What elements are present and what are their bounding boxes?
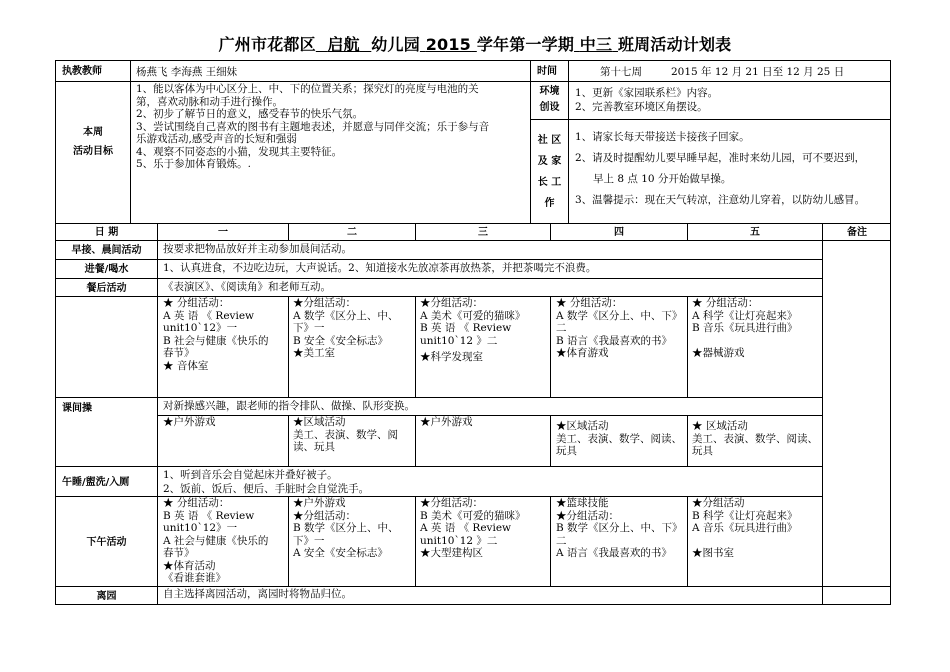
week-number: 第十七周: [600, 66, 642, 78]
time-label: 时间: [537, 66, 557, 77]
note-header: 备注: [847, 227, 867, 238]
outdoor-day-5: ★ 区域活动 美工、表演、数学、阅读、 玩具: [692, 420, 818, 457]
row-line: [157, 415, 823, 416]
row-line: [55, 397, 823, 398]
teacher-names: 杨燕飞 李海燕 王细妹: [136, 66, 238, 78]
am-day-2: ★分组活动： A 数学《区分上、中、 下》一 B 安全《安全标志》 ★美工室: [293, 297, 399, 359]
col-line: [687, 296, 688, 398]
col-line: [415, 496, 416, 587]
row-line: [55, 466, 823, 467]
pm-day-4: ★篮球技能 ★分组活动： B 数学《区分上、中、下》 二 A 语言《我最喜欢的书》: [556, 497, 683, 559]
col-line: [157, 223, 158, 605]
col-line: [568, 60, 569, 223]
col-line: [415, 415, 416, 467]
outdoor-day-2: ★区域活动 美工、表演、数学、阅 读、玩具: [293, 416, 398, 453]
col-line: [687, 496, 688, 587]
am-day-1: ★ 分组活动： A 英 语 《 Review unit10`12》一 B 社会与健康《快乐的 春节》 ★ 音体室: [163, 297, 269, 372]
outdoor-day-1: ★户外游戏: [163, 416, 216, 428]
row-line: [55, 223, 891, 224]
community-label: 社 区 及 家 长 工 作: [537, 135, 562, 209]
title-term: 学年第一学期: [476, 35, 575, 54]
title-plan: 班周活动计划表: [617, 35, 732, 54]
col-line: [288, 415, 289, 467]
col-line: [415, 296, 416, 398]
day-5-header: 五: [750, 227, 760, 238]
col-line: [550, 496, 551, 587]
pm-day-1: ★ 分组活动： B 英 语 《 Review unit10`12》一 A 社会与健康《快乐的 春节》 ★体育活动 《看谁套谁》: [163, 497, 269, 584]
title-kg: 幼儿园: [371, 35, 420, 54]
col-line: [550, 296, 551, 398]
exercise-text: 对新操感兴趣，跟老师的指令排队、做操、队形变换。: [163, 400, 415, 412]
outdoor-day-4: ★区域活动 美工、表演、数学、阅读、 玩具: [556, 420, 682, 457]
title-class: 中三: [579, 35, 613, 54]
row-line: [55, 278, 823, 279]
goals-label: 本周 活动目标: [73, 127, 113, 157]
am-day-3: ★分组活动： A 美术《可爱的猫咪》 B 英 语 《 Review unit10`12 》二 ★科学发现室: [420, 297, 526, 363]
col-line: [288, 296, 289, 398]
col-line: [687, 415, 688, 467]
after-meal-label: 餐后活动: [86, 283, 127, 294]
teacher-label: 执教教师: [62, 66, 102, 77]
leave-text: 自主选择离园活动，离园时将物品归位。: [163, 588, 352, 600]
day-3-header: 三: [478, 227, 488, 238]
meal-text: 1、认真进食，不边吃边玩，大声说话。2、知道接水先放凉茶再放热茶，并把茶喝完不浪费。: [163, 262, 597, 274]
am-day-5: ★ 分组活动： A 科学《让灯亮起来》 B 音乐《玩具进行曲》 ★器械游戏: [692, 297, 798, 359]
morning-text: 按要求把物品放好并主动参加晨间活动。: [163, 243, 352, 255]
community-list: 1、请家长每天带接送卡接孩子回家。 2、请及时提醒幼儿要早睡早起，准时来幼儿园，可不要迟到， 早上 8 点 10 分开始做早操。 3、温馨提示：现在天气转凉，注意幼儿穿着，以防幼儿感冒。: [575, 131, 866, 206]
row-line: [55, 259, 823, 260]
row-line: [55, 81, 891, 82]
env-list: 1、更新《家园联系栏》内容。 2、完善教室环境区角摆设。: [575, 87, 719, 113]
env-label: 环境 创设: [539, 86, 560, 113]
nap-text: 1、听到音乐会自觉起床并叠好被子。 2、饭前、饭后、便后、手脏时会自觉洗手。: [163, 469, 370, 495]
pm-label: 下午活动: [86, 537, 127, 548]
goals-list: 1、能以客体为中心区分上、中、下的位置关系；探究灯的亮度与电池的关 第，喜欢动脉和动手进行操作。 2、初步了解节日的意义，感受春节的快乐气氛。 3、尝试围绕自己喜欢的图书有主题地表述，并愿意与同伴交流；乐于参与音 乐游戏活动,感受声音的长短和强弱 4、观察不同姿态的小猫，发现其主要特征。 5、乐于参加体育锻炼。.: [136, 83, 490, 170]
row-line: [530, 119, 891, 120]
row-line: [55, 586, 891, 587]
nap-label: 午睡/盥洗/入厕: [62, 477, 130, 488]
day-1-header: 一: [218, 227, 228, 238]
week-dates: 2015 年 12 月 21 日至 12 月 25 日: [671, 66, 845, 78]
title-district: 广州市花都区: [218, 35, 316, 54]
pm-day-5: ★分组活动 B 科学《让灯亮起来》 A 音乐《玩具进行曲》 ★图书室: [692, 497, 798, 559]
col-line: [822, 223, 823, 605]
pm-day-3: ★分组活动： B 美术《可爱的猫咪》 A 英 语 《 Review unit10`12 》二 ★大型建构区: [420, 497, 526, 559]
title-school: 启航: [327, 35, 360, 54]
leave-label: 离园: [96, 591, 117, 602]
exercise-label: 课间操: [62, 403, 92, 414]
outdoor-day-3: ★户外游戏: [420, 416, 473, 428]
date-header: 日 期: [94, 227, 119, 238]
title-year: 2015: [425, 35, 472, 54]
col-line: [130, 60, 131, 223]
day-4-header: 四: [614, 227, 624, 238]
am-day-4: ★ 分组活动： A 数学《区分上、中、下》 二 B 语言《我最喜欢的书》 ★体育游戏: [556, 297, 683, 359]
day-2-header: 二: [347, 227, 357, 238]
meal-label: 进餐/喝水: [84, 264, 129, 275]
page-title: [0, 32, 950, 55]
morning-label: 早接、晨间活动: [71, 245, 142, 256]
row-line: [55, 240, 891, 241]
pm-day-2: ★户外游戏 ★分组活动： B 数学《区分上、中、 下》一 A 安全《安全标志》: [293, 497, 399, 559]
col-line: [550, 415, 551, 467]
after-meal-text: 《表演区》、《阅读角》和老师互动。: [163, 281, 331, 293]
col-line: [288, 496, 289, 587]
